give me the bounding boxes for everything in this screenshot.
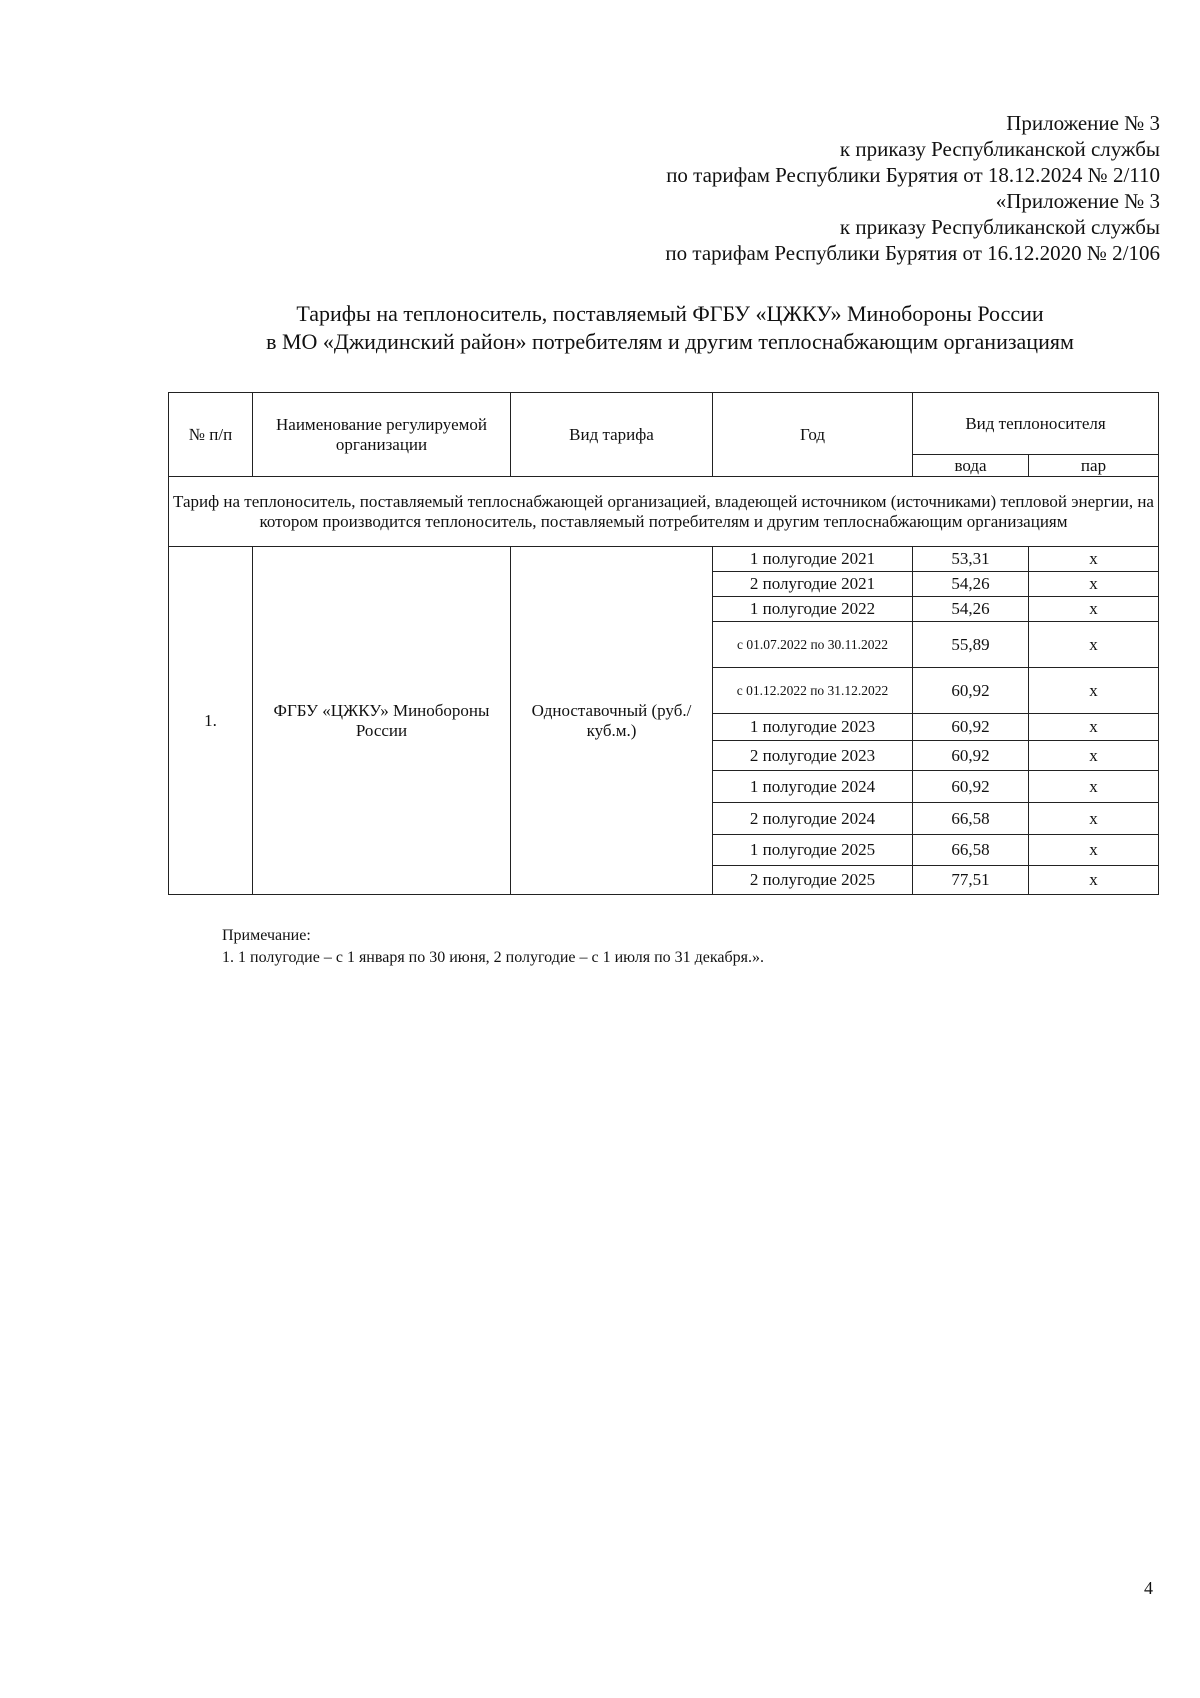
steam-cell: х	[1029, 597, 1159, 622]
water-cell: 53,31	[913, 547, 1029, 572]
steam-cell: х	[1029, 668, 1159, 714]
header-num: № п/п	[169, 393, 253, 477]
steam-cell: х	[1029, 622, 1159, 668]
note-item: 1. 1 полугодие – с 1 января по 30 июня, 2 полугодие – с 1 июля по 31 декабря.».	[222, 949, 765, 966]
header-carrier: Вид теплоносителя	[913, 393, 1159, 455]
steam-cell: х	[1029, 572, 1159, 597]
steam-cell: х	[1029, 835, 1159, 866]
header-line: по тарифам Республики Бурятия от 16.12.2020 № 2/106	[665, 241, 1160, 265]
header-line: к приказу Республиканской службы	[839, 137, 1160, 161]
steam-cell: х	[1029, 714, 1159, 741]
water-cell: 60,92	[913, 741, 1029, 771]
header-line: по тарифам Республики Бурятия от 18.12.2024 № 2/110	[666, 163, 1160, 187]
note-block	[222, 925, 764, 969]
period-cell: 2 полугодие 2025	[713, 866, 913, 895]
title-line-2: в МО «Джидинский район» потребителям и другим теплоснабжающим организациям	[266, 329, 1074, 354]
water-cell: 60,92	[913, 668, 1029, 714]
header-line: к приказу Республиканской службы	[839, 215, 1160, 239]
period-cell: 2 полугодие 2024	[713, 803, 913, 835]
header-line: «Приложение № 3	[995, 189, 1160, 213]
row-org: ФГБУ «ЦЖКУ» Минобороны России	[253, 547, 511, 895]
period-cell: 1 полугодие 2023	[713, 714, 913, 741]
header-row	[169, 393, 1159, 455]
header-org: Наименование регулируемой организации	[253, 393, 511, 477]
section-title: Тариф на теплоноситель, поставляемый теплоснабжающей организацией, владеющей источником (источниками) тепловой энергии, на котором производится теплоноситель, поставляемый потребителям и другим теплоснабжающим организациям	[169, 477, 1159, 547]
water-cell: 60,92	[913, 771, 1029, 803]
steam-cell: х	[1029, 741, 1159, 771]
period-cell: 1 полугодие 2022	[713, 597, 913, 622]
water-cell: 54,26	[913, 597, 1029, 622]
header-tariff-type: Вид тарифа	[511, 393, 713, 477]
period-cell: с 01.07.2022 по 30.11.2022	[713, 622, 913, 668]
header-block	[460, 110, 1160, 266]
period-cell: 1 полугодие 2021	[713, 547, 913, 572]
page-number: 4	[1144, 1578, 1153, 1598]
note-label: Примечание:	[222, 927, 311, 944]
water-cell: 66,58	[913, 835, 1029, 866]
steam-cell: х	[1029, 771, 1159, 803]
period-cell: 1 полугодие 2025	[713, 835, 913, 866]
row-num: 1.	[169, 547, 253, 895]
water-cell: 54,26	[913, 572, 1029, 597]
water-cell: 55,89	[913, 622, 1029, 668]
steam-cell: х	[1029, 547, 1159, 572]
tariff-table	[168, 392, 1159, 895]
steam-cell: х	[1029, 803, 1159, 835]
table-row	[169, 547, 1159, 572]
row-tariff-type: Одноставочный (руб./куб.м.)	[511, 547, 713, 895]
period-cell: 2 полугодие 2023	[713, 741, 913, 771]
header-line: Приложение № 3	[1006, 111, 1160, 135]
document-title	[150, 300, 1190, 356]
steam-cell: х	[1029, 866, 1159, 895]
section-row	[169, 477, 1159, 547]
period-cell: с 01.12.2022 по 31.12.2022	[713, 668, 913, 714]
header-year: Год	[713, 393, 913, 477]
period-cell: 1 полугодие 2024	[713, 771, 913, 803]
header-steam: пар	[1029, 455, 1159, 477]
water-cell: 77,51	[913, 866, 1029, 895]
water-cell: 66,58	[913, 803, 1029, 835]
water-cell: 60,92	[913, 714, 1029, 741]
header-water: вода	[913, 455, 1029, 477]
period-cell: 2 полугодие 2021	[713, 572, 913, 597]
title-line-1: Тарифы на теплоноситель, поставляемый ФГБУ «ЦЖКУ» Минобороны России	[296, 301, 1044, 326]
